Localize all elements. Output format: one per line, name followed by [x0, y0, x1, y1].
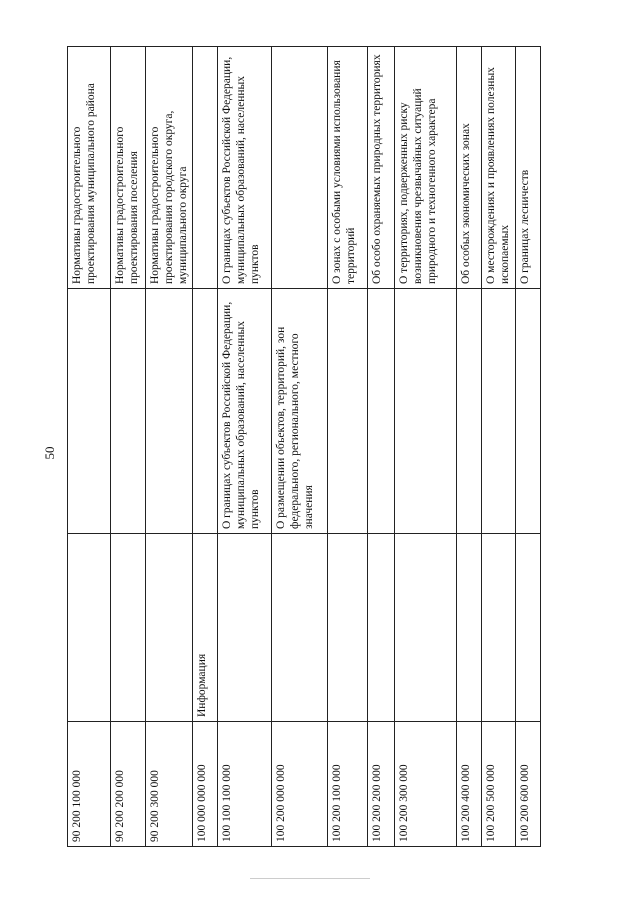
row-code: 90 200 200 000 — [111, 722, 146, 847]
table-row — [368, 47, 395, 847]
row-subcategory — [111, 289, 146, 534]
classifier-table — [67, 46, 541, 847]
row-code: 100 100 100 000 — [218, 722, 272, 847]
table-row — [328, 47, 368, 847]
row-subcategory — [146, 289, 193, 534]
row-subcategory — [328, 289, 368, 534]
row-code: 100 200 500 000 — [482, 722, 516, 847]
row-name — [111, 534, 146, 722]
row-subcategory: О границах субъектов Российской Федерации, муниципальных образований, населенных пунктов — [218, 289, 272, 534]
table-row — [193, 47, 218, 847]
row-description: О границах лесничеств — [516, 47, 541, 289]
row-name — [457, 534, 482, 722]
row-name — [146, 534, 193, 722]
table-row — [218, 47, 272, 847]
table-row — [457, 47, 482, 847]
table-row — [395, 47, 457, 847]
row-name — [328, 534, 368, 722]
row-code: 90 200 100 000 — [68, 722, 111, 847]
row-description: О месторождениях и проявлениях полезных ископаемых — [482, 47, 516, 289]
row-code: 100 200 100 000 — [328, 722, 368, 847]
row-code: 100 200 300 000 — [395, 722, 457, 847]
row-subcategory — [395, 289, 457, 534]
row-name — [368, 534, 395, 722]
row-name — [272, 534, 328, 722]
table-row — [68, 47, 111, 847]
row-name — [68, 534, 111, 722]
rotated-table-container — [67, 47, 542, 847]
row-description: Об особо охраняемых природных территориях — [368, 47, 395, 289]
row-name — [482, 534, 516, 722]
row-subcategory — [193, 289, 218, 534]
row-name — [516, 534, 541, 722]
table-row — [516, 47, 541, 847]
row-description: О зонах с особыми условиями использования территорий — [328, 47, 368, 289]
row-code: 100 200 000 000 — [272, 722, 328, 847]
row-code: 100 000 000 000 — [193, 722, 218, 847]
row-description: Нормативы градостроительного проектирования городского округа, муниципального округа — [146, 47, 193, 289]
row-description: О границах субъектов Российской Федерации, муниципальных образований, населенных пунктов — [218, 47, 272, 289]
row-name — [395, 534, 457, 722]
table-row — [482, 47, 516, 847]
table-row — [272, 47, 328, 847]
row-description: Нормативы градостроительного проектирования муниципального района — [68, 47, 111, 289]
row-subcategory — [368, 289, 395, 534]
row-code: 100 200 200 000 — [368, 722, 395, 847]
page-number: 50 — [42, 446, 57, 460]
row-description: Нормативы градостроительного проектирования поселения — [111, 47, 146, 289]
row-name — [218, 534, 272, 722]
row-name: Информация — [193, 534, 218, 722]
row-description — [272, 47, 328, 289]
row-subcategory — [68, 289, 111, 534]
row-code: 100 200 600 000 — [516, 722, 541, 847]
footer-divider — [250, 878, 370, 879]
row-code: 90 200 300 000 — [146, 722, 193, 847]
row-description: Об особых экономических зонах — [457, 47, 482, 289]
table-row — [146, 47, 193, 847]
row-code: 100 200 400 000 — [457, 722, 482, 847]
table-row — [111, 47, 146, 847]
row-subcategory: О размещении объектов, территорий, зон федерального, регионального, местного значения — [272, 289, 328, 534]
classifier-table-body — [68, 47, 541, 847]
row-subcategory — [457, 289, 482, 534]
row-subcategory — [482, 289, 516, 534]
row-subcategory — [516, 289, 541, 534]
row-description — [193, 47, 218, 289]
row-description: О территориях, подверженных риску возникновения чрезвычайных ситуаций природного и техногенного характера — [395, 47, 457, 289]
